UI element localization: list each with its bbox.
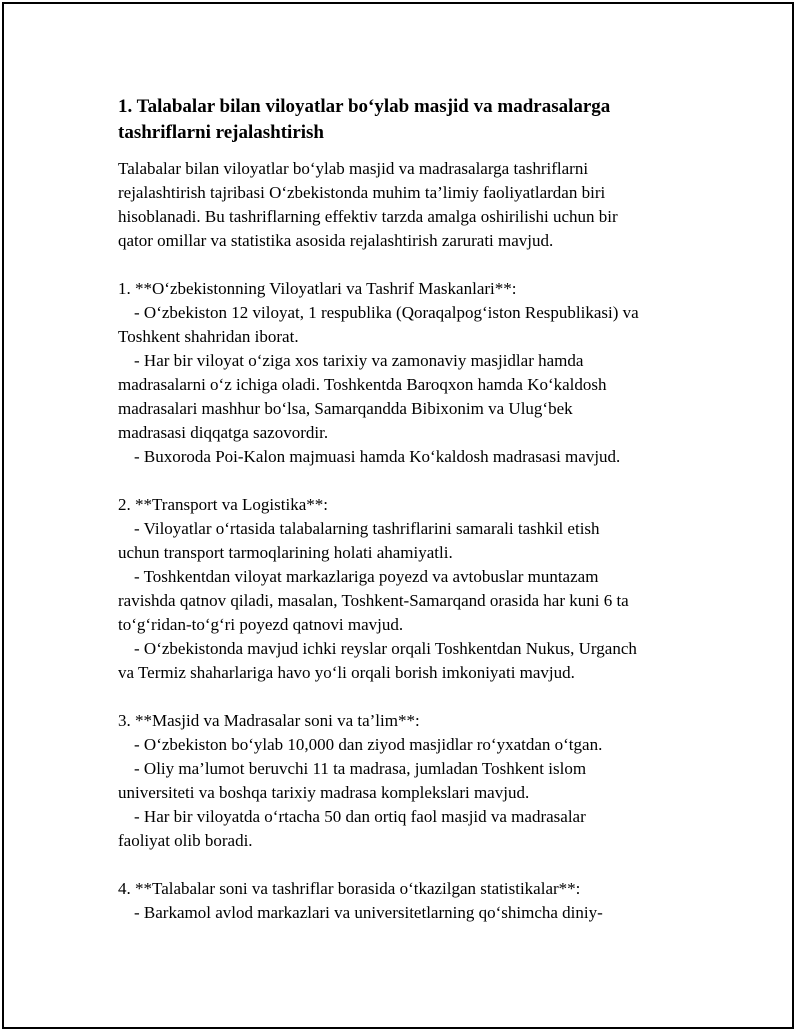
spacer	[118, 685, 698, 709]
list-item-continuation: ravishda qatnov qiladi, masalan, Toshkent-Samarqand orasida har kuni 6 ta	[118, 591, 629, 610]
list-item: - O‘zbekiston 12 viloyat, 1 respublika (Qoraqalpog‘iston Respublikasi) va	[134, 303, 639, 322]
text-line: hisoblanadi. Bu tashriflarning effektiv tarzda amalga oshirilishi uchun bir	[118, 207, 618, 226]
section-title: 2. **Transport va Logistika**:	[118, 495, 328, 514]
list-item: - Har bir viloyat o‘ziga xos tarixiy va zamonaviy masjidlar hamda	[134, 351, 584, 370]
list-item-continuation: faoliyat olib boradi.	[118, 831, 253, 850]
list-item: - Har bir viloyatda o‘rtacha 50 dan ortiq faol masjid va madrasalar	[134, 807, 586, 826]
section-heading	[118, 94, 698, 146]
document-body	[118, 94, 698, 925]
text-line: qator omillar va statistika asosida rejalashtirish zarurati mavjud.	[118, 231, 554, 250]
list-item-continuation: uchun transport tarmoqlarining holati ahamiyatli.	[118, 543, 453, 562]
list-section	[118, 493, 698, 685]
list-item: - Barkamol avlod markazlari va universitetlarning qo‘shimcha diniy-	[134, 903, 603, 922]
list-item-continuation: Toshkent shahridan iborat.	[118, 327, 299, 346]
list-item: - Viloyatlar o‘rtasida talabalarning tashriflarini samarali tashkil etish	[134, 519, 600, 538]
spacer	[118, 469, 698, 493]
section-title: 3. **Masjid va Madrasalar soni va ta’lim**:	[118, 711, 420, 730]
section-title: 4. **Talabalar soni va tashriflar borasida o‘tkazilgan statistikalar**:	[118, 879, 581, 898]
list-item-continuation: madrasalari mashhur bo‘lsa, Samarqandda Bibixonim va Ulug‘bek	[118, 399, 573, 418]
list-item-continuation: madrasalarni o‘z ichiga oladi. Toshkentda Baroqxon hamda Ko‘kaldosh	[118, 375, 607, 394]
text-line: rejalashtirish tajribasi O‘zbekistonda muhim ta’limiy faoliyatlardan biri	[118, 183, 606, 202]
list-item-continuation: va Termiz shaharlariga havo yo‘li orqali borish imkoniyati mavjud.	[118, 663, 575, 682]
intro-paragraph	[118, 157, 698, 253]
list-section	[118, 277, 698, 469]
list-section	[118, 709, 698, 853]
spacer	[118, 253, 698, 277]
list-item: - Oliy ma’lumot beruvchi 11 ta madrasa, jumladan Toshkent islom	[134, 759, 587, 778]
list-item: - O‘zbekiston bo‘ylab 10,000 dan ziyod masjidlar ro‘yxatdan o‘tgan.	[134, 735, 603, 754]
list-item: - Buxoroda Poi-Kalon majmuasi hamda Ko‘kaldosh madrasasi mavjud.	[134, 447, 621, 466]
heading-line: tashriflarni rejalashtirish	[118, 122, 325, 143]
list-item: - O‘zbekistonda mavjud ichki reyslar orqali Toshkentdan Nukus, Urganch	[134, 639, 637, 658]
list-item-continuation: madrasasi diqqatga sazovordir.	[118, 423, 329, 442]
list-item-continuation: universiteti va boshqa tarixiy madrasa komplekslari mavjud.	[118, 783, 530, 802]
text-line: Talabalar bilan viloyatlar bo‘ylab masjid va madrasalarga tashriflarni	[118, 159, 589, 178]
list-section	[118, 877, 698, 925]
list-item: - Toshkentdan viloyat markazlariga poyezd va avtobuslar muntazam	[134, 567, 599, 586]
section-title: 1. **O‘zbekistonning Viloyatlari va Tashrif Maskanlari**:	[118, 279, 517, 298]
spacer	[118, 853, 698, 877]
heading-line: 1. Talabalar bilan viloyatlar bo‘ylab masjid va madrasalarga	[118, 96, 611, 117]
list-item-continuation: to‘g‘ridan-to‘g‘ri poyezd qatnovi mavjud.	[118, 615, 404, 634]
